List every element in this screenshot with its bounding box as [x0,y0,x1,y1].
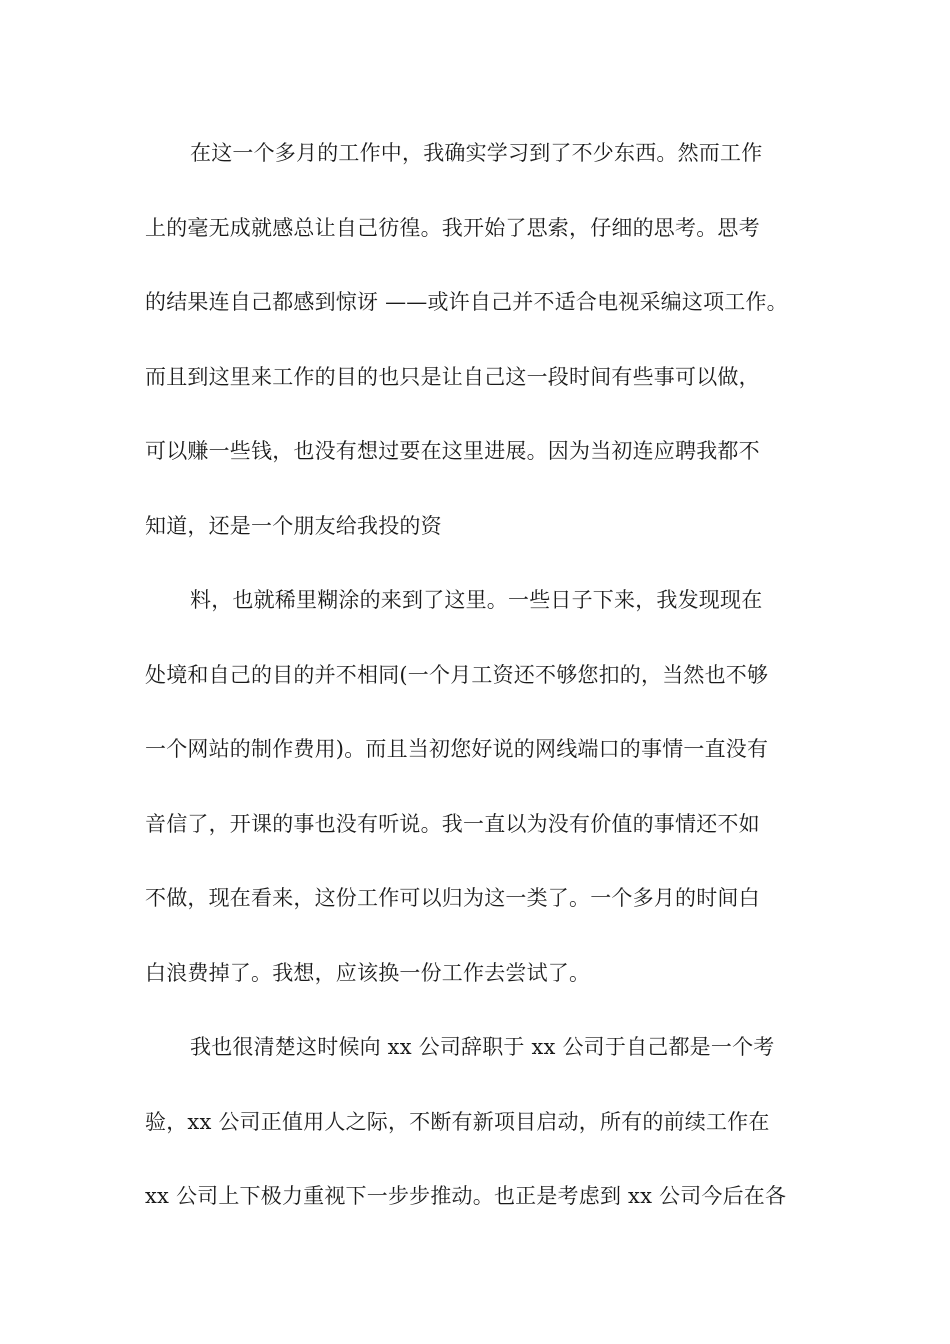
paragraph-1-line-3: 的结果连自己都感到惊讶 ——或许自己并不适合电视采编这项工作。 [145,290,788,314]
paragraph-3-line-3: xx 公司上下极力重视下一步步推动。也正是考虑到 xx 公司今后在各 [145,1184,787,1208]
paragraph-3-line-1: 我也很清楚这时候向 xx 公司辞职于 xx 公司于自己都是一个考 [190,1035,775,1059]
paragraph-2-line-6: 白浪费掉了。我想，应该换一份工作去尝试了。 [145,961,591,985]
paragraph-1-line-1: 在这一个多月的工作中，我确实学习到了不少东西。然而工作 [190,141,763,165]
paragraph-1-line-6: 知道，还是一个朋友给我投的资 [145,514,442,538]
paragraph-2-line-2: 处境和自己的目的并不相同(一个月工资还不够您扣的，当然也不够 [145,663,769,687]
paragraph-3-line-2: 验，xx 公司正值用人之际，不断有新项目启动，所有的前续工作在 [145,1110,770,1134]
paragraph-1-line-4: 而且到这里来工作的目的也只是让自己这一段时间有些事可以做， [145,365,760,389]
paragraph-1-line-5: 可以赚一些钱，也没有想过要在这里进展。因为当初连应聘我都不 [145,439,760,463]
paragraph-2-line-5: 不做，现在看来，这份工作可以归为这一类了。一个多月的时间白 [145,886,760,910]
paragraph-2-line-3: 一个网站的制作费用)。而且当初您好说的网线端口的事情一直没有 [145,737,769,761]
paragraph-2-line-1: 料，也就稀里糊涂的来到了这里。一些日子下来，我发现现在 [190,588,763,612]
paragraph-2-line-4: 音信了，开课的事也没有听说。我一直以为没有价值的事情还不如 [145,812,760,836]
paragraph-1-line-2: 上的毫无成就感总让自己彷徨。我开始了思索，仔细的思考。思考 [145,216,760,240]
